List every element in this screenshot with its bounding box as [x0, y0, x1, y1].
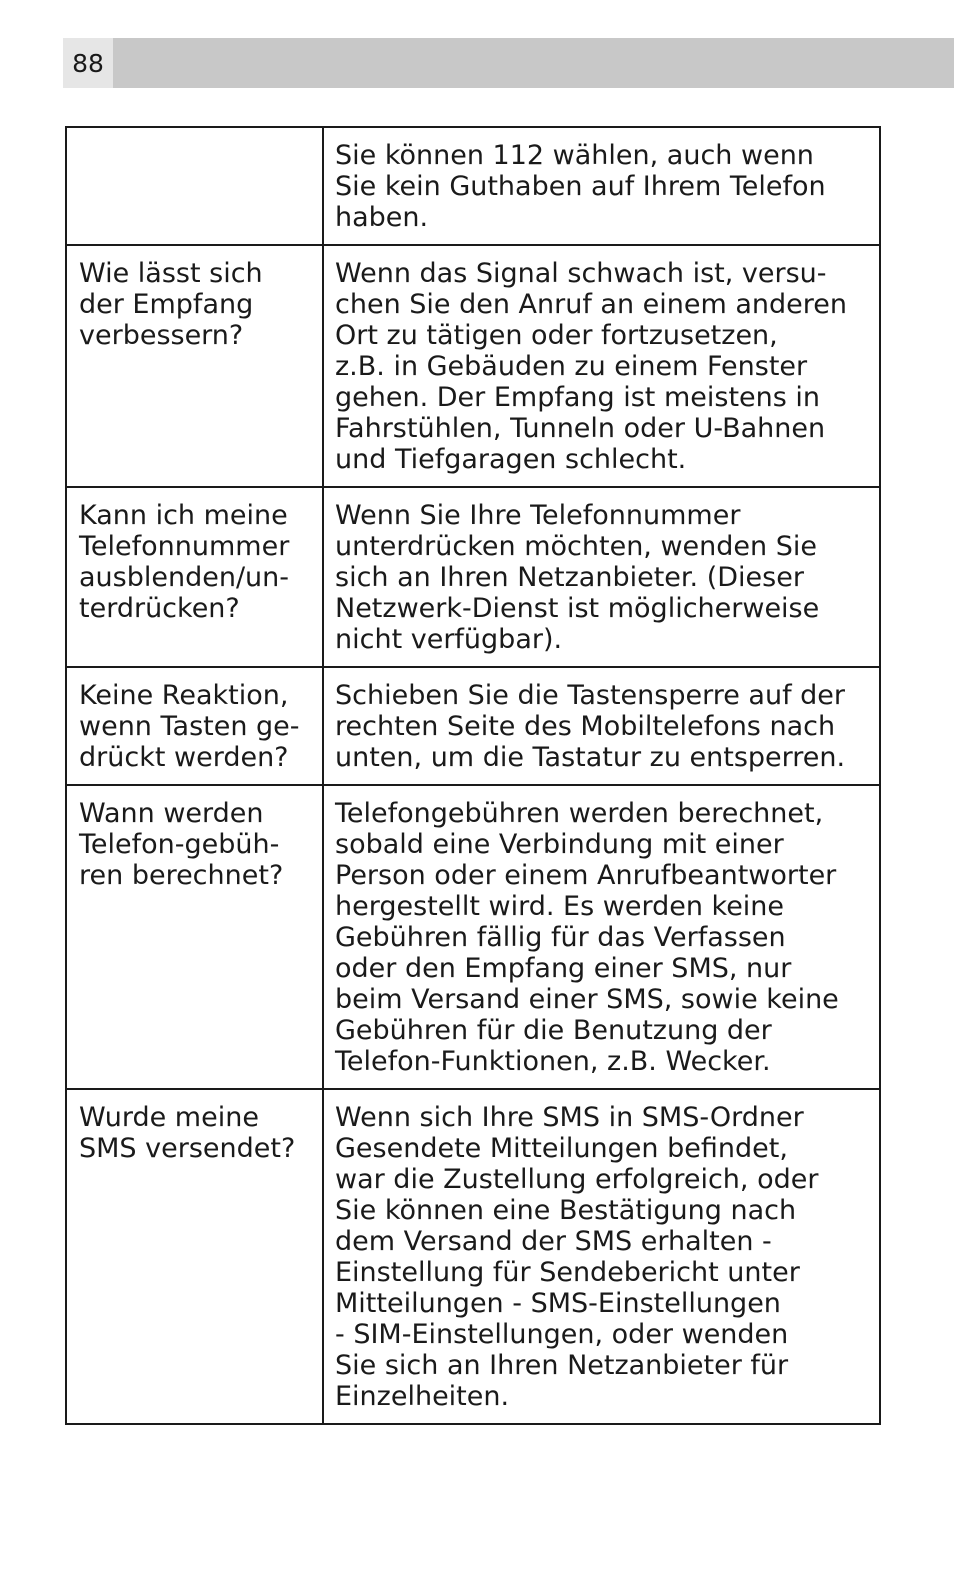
header-bar	[63, 38, 954, 88]
faq-answer: Wenn das Signal schwach ist, versu- chen Sie den Anruf an einem anderen Ort zu tätigen oder fortzusetzen, z.B. in Gebäuden zu einem Fenster gehen. Der Empfang ist meistens in Fahrstühlen, Tunneln oder U-Bahnen und Tiefgaragen schlecht.	[323, 245, 880, 487]
faq-answer: Schieben Sie die Tastensperre auf der rechten Seite des Mobiltelefons nach unten, um die Tastatur zu entsperren.	[323, 667, 880, 785]
faq-row	[66, 487, 880, 667]
faq-answer: Wenn Sie Ihre Telefonnummer unterdrücken möchten, wenden Sie sich an Ihren Netzanbieter. (Dieser Netzwerk-Dienst ist möglicherweise nicht verfügbar).	[323, 487, 880, 667]
faq-row	[66, 1089, 880, 1424]
faq-row	[66, 785, 880, 1089]
faq-table	[65, 126, 881, 1425]
faq-question: Wurde meine SMS versendet?	[66, 1089, 323, 1424]
faq-question: Kann ich meine Telefonnummer ausblenden/un- terdrücken?	[66, 487, 323, 667]
faq-row	[66, 245, 880, 487]
page-number: 88	[63, 38, 113, 88]
faq-question: Wann werden Telefon-gebüh- ren berechnet?	[66, 785, 323, 1089]
faq-answer: Sie können 112 wählen, auch wenn Sie kein Guthaben auf Ihrem Telefon haben.	[323, 127, 880, 245]
faq-question: Keine Reaktion, wenn Tasten ge- drückt werden?	[66, 667, 323, 785]
faq-question	[66, 127, 323, 245]
faq-question: Wie lässt sich der Empfang verbessern?	[66, 245, 323, 487]
faq-row	[66, 127, 880, 245]
faq-answer: Telefongebühren werden berechnet, sobald eine Verbindung mit einer Person oder einem Anrufbeantworter hergestellt wird. Es werden keine Gebühren fällig für das Verfassen oder den Empfang einer SMS, nur beim Versand einer SMS, sowie keine Gebühren für die Benutzung der Telefon-Funktionen, z.B. Wecker.	[323, 785, 880, 1089]
faq-row	[66, 667, 880, 785]
faq-answer: Wenn sich Ihre SMS in SMS-Ordner Gesendete Mitteilungen befindet, war die Zustellung erfolgreich, oder Sie können eine Bestätigung nach dem Versand der SMS erhalten - Einstellung für Sendebericht unter Mitteilungen - SMS-Einstellungen - SIM-Einstellungen, oder wenden Sie sich an Ihren Netzanbieter für Einzelheiten.	[323, 1089, 880, 1424]
